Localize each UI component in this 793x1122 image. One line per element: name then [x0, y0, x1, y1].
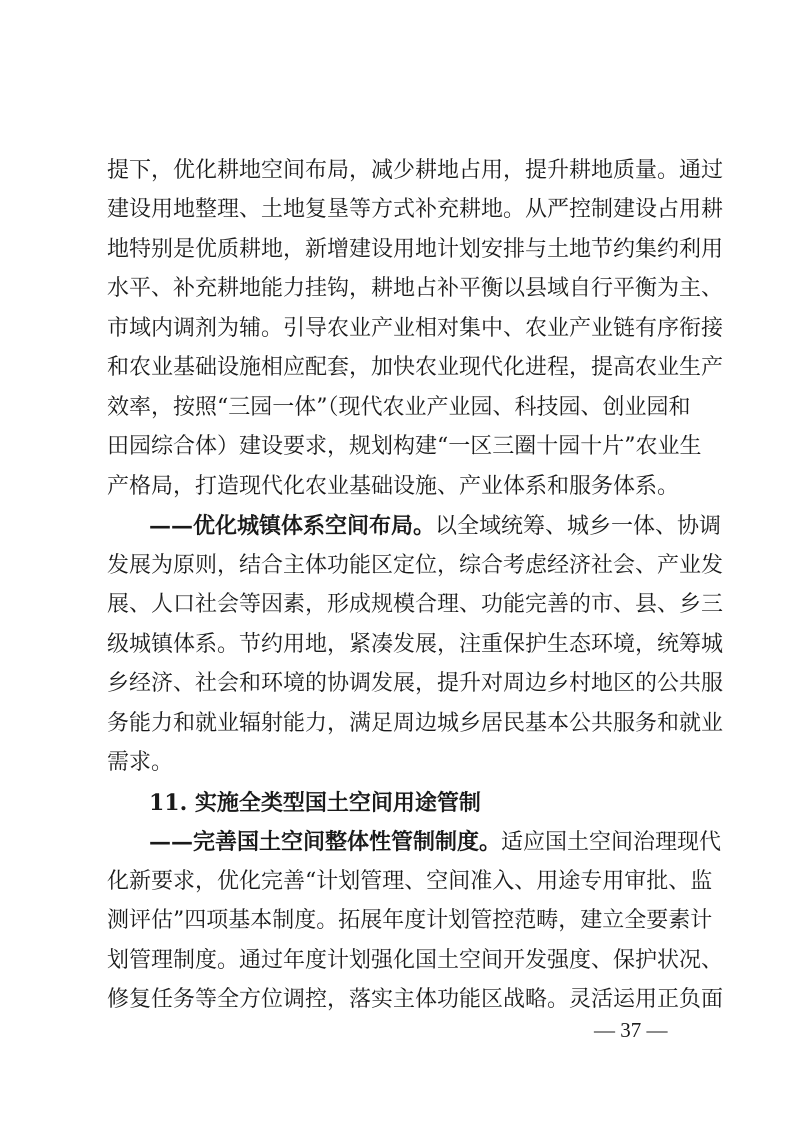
paragraph-line: 发展为原则，结合主体功能区定位，综合考虑经济社会、产业发 [107, 553, 724, 578]
paragraph-line: 务能力和就业辐射能力，满足周边城乡居民基本公共服务和就业 [107, 711, 724, 736]
section-heading: 11. 实施全类型国土空间用途管制 [149, 790, 481, 816]
paragraph-line: 级城镇体系。节约用地，紧凑发展，注重保护生态环境，统筹城 [107, 632, 724, 657]
paragraph-line: 和农业基础设施相应配套，加快农业现代化进程，提高农业生产 [107, 355, 724, 380]
paragraph-line: 乡经济、社会和环境的协调发展，提升对周边乡村地区的公共服 [107, 671, 724, 696]
paragraph-lead-title: ——优化城镇体系空间布局。 [149, 513, 436, 539]
paragraph-lead-line [149, 824, 722, 860]
paragraph-lead-title: ——完善国土空间整体性管制制度。 [149, 829, 502, 855]
page-number: — 37 — [594, 1018, 668, 1042]
paragraph-line: 地特别是优质耕地，新增建设用地计划安排与土地节约集约利用 [107, 237, 724, 262]
paragraph-line: 建设用地整理、土地复垦等方式补充耕地。从严控制建设占用耕 [107, 197, 724, 222]
paragraph-line: 需求。 [107, 750, 174, 775]
paragraph-line: 划管理制度。通过年度计划强化国土空间开发强度、保护状况、 [107, 948, 724, 973]
paragraph-line: 展、人口社会等因素，形成规模合理、功能完善的市、县、乡三 [107, 592, 724, 617]
paragraph-line: 化新要求，优化完善“计划管理、空间准入、用途专用审批、监 [107, 869, 713, 894]
paragraph-lead-line [149, 508, 722, 544]
paragraph-line: 效率，按照“三园一体”（现代农业产业园、科技园、创业园和 [107, 395, 691, 420]
paragraph-line: 水平、补充耕地能力挂钩，耕地占补平衡以县域自行平衡为主、 [107, 276, 724, 301]
paragraph-lead-text: 以全域统筹、城乡一体、协调 [435, 514, 722, 539]
paragraph-line: 市域内调剂为辅。引导农业产业相对集中、农业产业链有序衔接 [107, 316, 724, 341]
paragraph-line: 产格局，打造现代化农业基础设施、产业体系和服务体系。 [107, 474, 680, 499]
paragraph-line: 提下，优化耕地空间布局，减少耕地占用，提升耕地质量。通过 [107, 158, 724, 183]
paragraph-line: 修复任务等全方位调控，落实主体功能区战略。灵活运用正负面 [107, 987, 724, 1012]
paragraph-line: 测评估”四项基本制度。拓展年度计划管控范畴，建立全要素计 [107, 908, 713, 933]
paragraph-lead-text: 适应国土空间治理现代 [501, 830, 722, 855]
paragraph-line: 田园综合体）建设要求，规划构建“一区三圈十园十片”农业生 [107, 434, 702, 459]
